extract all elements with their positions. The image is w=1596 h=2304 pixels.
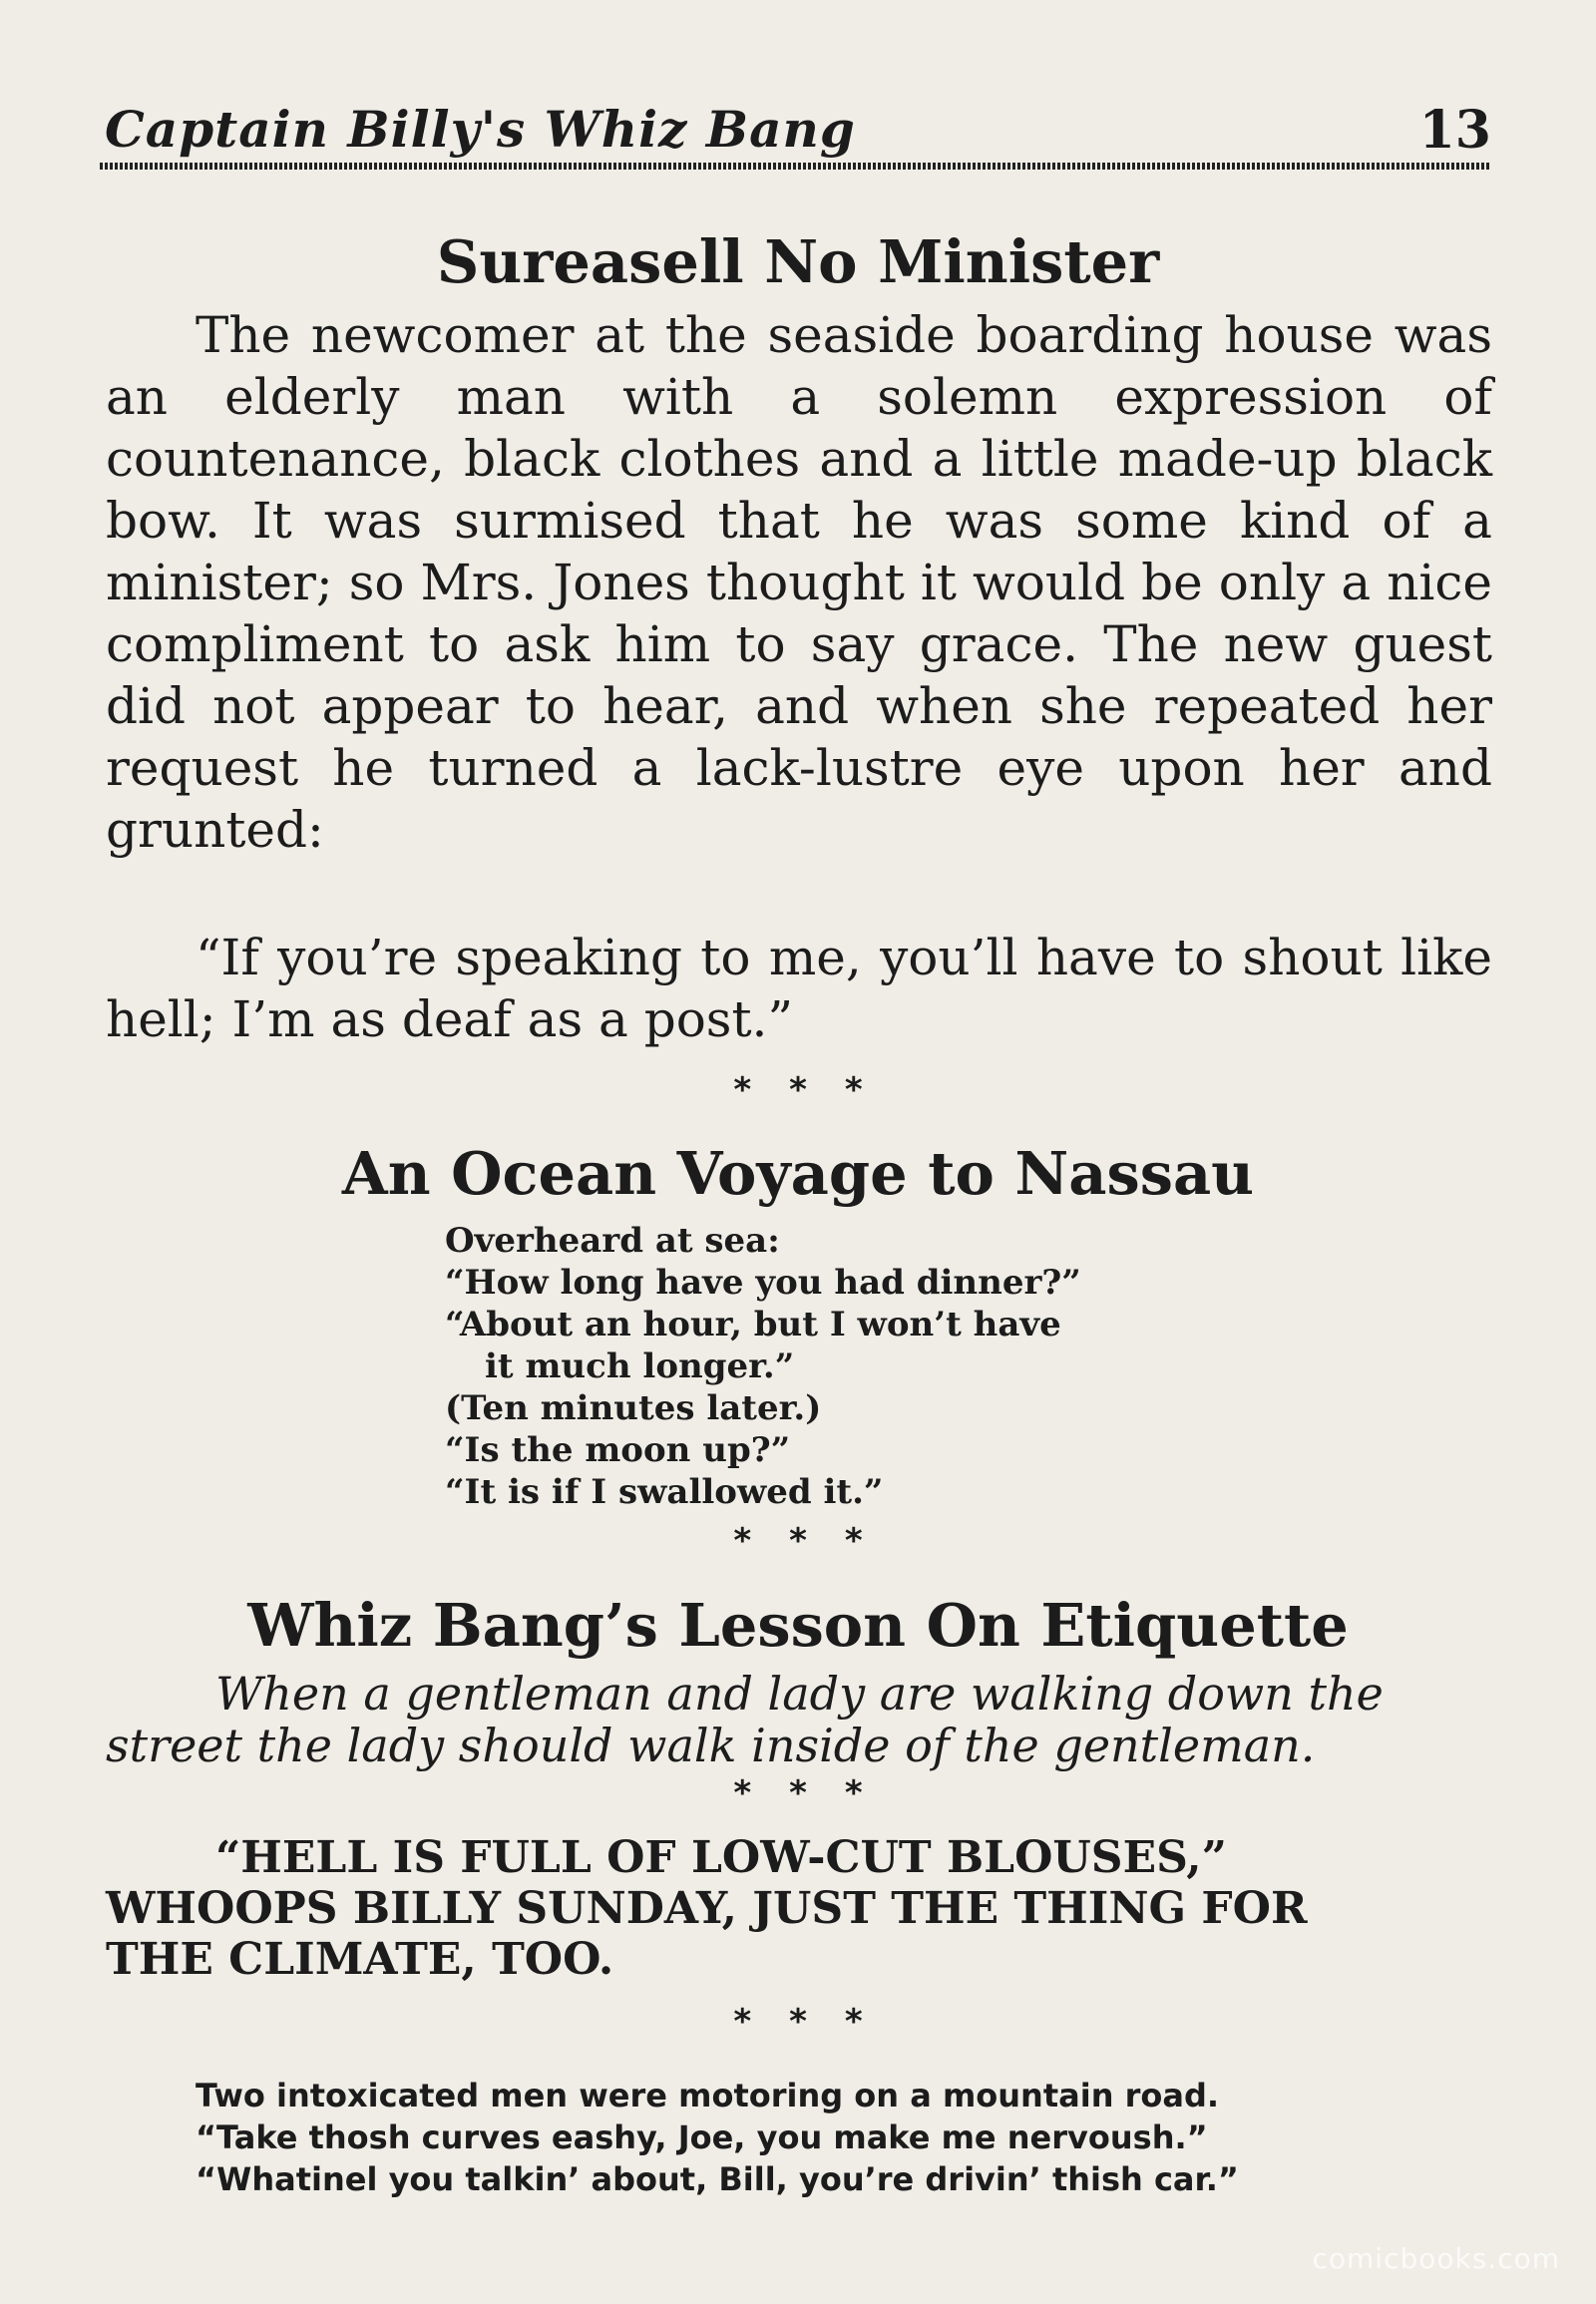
section-separator: *** — [733, 2002, 901, 2042]
dialogue-line: “Is the moon up?” — [445, 1430, 791, 1470]
magazine-title: Captain Billy's Whiz Bang — [105, 100, 856, 159]
dialogue-line: Overheard at sea: — [445, 1221, 780, 1261]
etiquette-text — [106, 1668, 1492, 1771]
joke-line: “Whatinel you talkin’ about, Bill, you’re drivin’ thish car.” — [196, 2160, 1239, 2198]
story-paragraph: The newcomer at the seaside boarding house was an elderly man with a solemn expression of countenance, black clothes and a little made-up black bow. It was surmised that he was some kind of a minister; so Mrs. Jones thought it would be only a nice compliment to ask him to say grace. The new guest did not appear to hear, and when she repeated her request he turned a lack-lustre eye upon her and grunted: — [106, 306, 1492, 859]
joke-line: “Take thosh curves eashy, Joe, you make me nervoush.” — [196, 2118, 1208, 2156]
watermark: comicbooks.com — [1312, 2242, 1560, 2275]
voyage-dialogue — [445, 1220, 1203, 1513]
etiquette-line: street the lady should walk inside of the gentleman. — [106, 1719, 1316, 1772]
section-separator: *** — [733, 1773, 901, 1813]
dialogue-line: “About an hour, but I won’t have — [445, 1305, 1061, 1344]
section-separator: *** — [733, 1521, 901, 1561]
page-header — [105, 100, 1491, 160]
dialogue-line: “How long have you had dinner?” — [445, 1263, 1081, 1303]
page-number: 13 — [1418, 100, 1491, 161]
header-rule — [100, 163, 1491, 170]
dialogue-line: “It is if I swallowed it.” — [445, 1472, 884, 1512]
billy-sunday-quote — [106, 1832, 1492, 1985]
section-separator: *** — [733, 1070, 901, 1110]
quote-line: THE CLIMATE, TOO. — [106, 1934, 614, 1985]
story-title-voyage: An Ocean Voyage to Nassau — [341, 1139, 1255, 1208]
dialogue-line: it much longer.” — [485, 1346, 795, 1386]
quote-line: “HELL IS FULL OF LOW-CUT BLOUSES,” — [215, 1832, 1227, 1883]
dialogue-line: (Ten minutes later.) — [445, 1388, 822, 1428]
etiquette-line: When a gentleman and lady are walking down the — [215, 1667, 1384, 1721]
story-title-etiquette: Whiz Bang’s Lesson On Etiquette — [247, 1591, 1349, 1660]
joke-line: Two intoxicated men were motoring on a mountain road. — [196, 2077, 1220, 2114]
quote-line: WHOOPS BILLY SUNDAY, JUST THE THING FOR — [106, 1883, 1308, 1934]
story-title-minister: Sureasell No Minister — [436, 227, 1160, 296]
motoring-joke — [196, 2075, 1432, 2200]
story-paragraph: “If you’re speaking to me, you’ll have to shout like hell; I’m as deaf as a post.” — [106, 929, 1492, 1048]
